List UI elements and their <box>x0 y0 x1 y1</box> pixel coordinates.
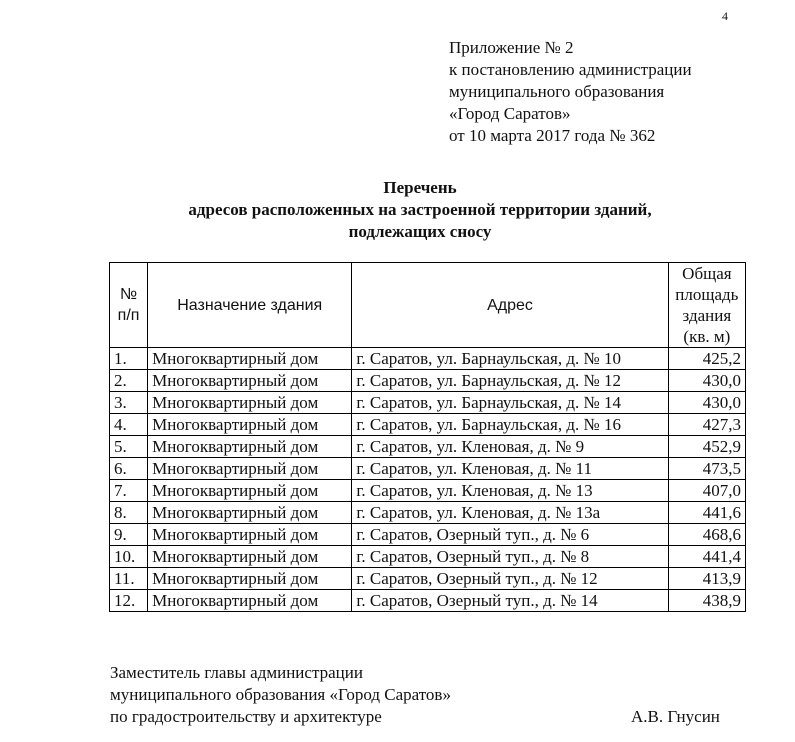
cell-area: 452,9 <box>668 436 745 458</box>
cell-purpose: Многоквартирный дом <box>148 458 352 480</box>
signature-line: муниципального образования «Город Саратов» <box>110 685 451 704</box>
table-header-row <box>110 263 746 348</box>
signature-line: Заместитель главы администрации <box>110 663 363 682</box>
cell-address: г. Саратов, Озерный туп., д. № 6 <box>352 524 668 546</box>
cell-number: 12. <box>110 590 148 612</box>
appendix-header <box>449 37 692 147</box>
cell-purpose: Многоквартирный дом <box>148 568 352 590</box>
appendix-line: к постановлению администрации <box>449 60 692 79</box>
title-line: подлежащих сносу <box>348 222 492 241</box>
cell-purpose: Многоквартирный дом <box>148 414 352 436</box>
table-body <box>110 348 746 612</box>
table-row <box>110 348 746 370</box>
table-row <box>110 502 746 524</box>
table-row <box>110 524 746 546</box>
table-row <box>110 392 746 414</box>
cell-address: г. Саратов, Озерный туп., д. № 14 <box>352 590 668 612</box>
cell-area: 430,0 <box>668 392 745 414</box>
cell-purpose: Многоквартирный дом <box>148 480 352 502</box>
appendix-line: муниципального образования <box>449 82 665 101</box>
header-number-pp: п/п <box>117 307 140 324</box>
cell-area: 407,0 <box>668 480 745 502</box>
cell-purpose: Многоквартирный дом <box>148 524 352 546</box>
cell-purpose: Многоквартирный дом <box>148 392 352 414</box>
appendix-line: «Город Саратов» <box>449 104 571 123</box>
cell-purpose: Многоквартирный дом <box>148 436 352 458</box>
title-line: адресов расположенных на застроенной территории зданий, <box>188 200 652 219</box>
cell-area: 473,5 <box>668 458 745 480</box>
cell-address: г. Саратов, ул. Барнаульская, д. № 14 <box>352 392 668 414</box>
cell-number: 3. <box>110 392 148 414</box>
cell-number: 2. <box>110 370 148 392</box>
title-line: Перечень <box>383 178 457 197</box>
table-row <box>110 546 746 568</box>
cell-address: г. Саратов, ул. Барнаульская, д. № 16 <box>352 414 668 436</box>
cell-number: 6. <box>110 458 148 480</box>
cell-purpose: Многоквартирный дом <box>148 502 352 524</box>
cell-area: 441,6 <box>668 502 745 524</box>
cell-number: 7. <box>110 480 148 502</box>
cell-address: г. Саратов, ул. Кленовая, д. № 9 <box>352 436 668 458</box>
header-number-symbol: № <box>119 286 138 303</box>
cell-purpose: Многоквартирный дом <box>148 590 352 612</box>
cell-number: 9. <box>110 524 148 546</box>
document-title <box>110 177 730 243</box>
table-row <box>110 414 746 436</box>
cell-area: 441,4 <box>668 546 745 568</box>
cell-area: 427,3 <box>668 414 745 436</box>
cell-number: 4. <box>110 414 148 436</box>
cell-purpose: Многоквартирный дом <box>148 348 352 370</box>
table-row <box>110 568 746 590</box>
cell-number: 8. <box>110 502 148 524</box>
signature-line: по градостроительству и архитектуре <box>110 707 382 726</box>
cell-number: 10. <box>110 546 148 568</box>
cell-address: г. Саратов, ул. Кленовая, д. № 13 <box>352 480 668 502</box>
cell-purpose: Многоквартирный дом <box>148 546 352 568</box>
cell-area: 438,9 <box>668 590 745 612</box>
signer-name: А.В. Гнусин <box>631 707 720 726</box>
buildings-table <box>109 262 746 612</box>
cell-area: 425,2 <box>668 348 745 370</box>
cell-purpose: Многоквартирный дом <box>148 370 352 392</box>
table-row <box>110 590 746 612</box>
cell-address: г. Саратов, ул. Кленовая, д. № 11 <box>352 458 668 480</box>
cell-address: г. Саратов, Озерный туп., д. № 12 <box>352 568 668 590</box>
cell-area: 413,9 <box>668 568 745 590</box>
header-number <box>110 263 148 348</box>
signature-block <box>110 662 451 728</box>
table-row <box>110 370 746 392</box>
cell-address: г. Саратов, ул. Барнаульская, д. № 10 <box>352 348 668 370</box>
header-purpose: Назначение здания <box>148 263 352 348</box>
table-row <box>110 458 746 480</box>
table-row <box>110 480 746 502</box>
appendix-line: Приложение № 2 <box>449 38 574 57</box>
cell-area: 468,6 <box>668 524 745 546</box>
cell-number: 11. <box>110 568 148 590</box>
appendix-line: от 10 марта 2017 года № 362 <box>449 126 656 145</box>
header-area: Общая площадь здания (кв. м) <box>668 263 745 348</box>
cell-number: 1. <box>110 348 148 370</box>
header-address: Адрес <box>352 263 668 348</box>
cell-address: г. Саратов, ул. Кленовая, д. № 13а <box>352 502 668 524</box>
table-row <box>110 436 746 458</box>
cell-area: 430,0 <box>668 370 745 392</box>
cell-number: 5. <box>110 436 148 458</box>
page-number: 4 <box>722 9 728 23</box>
cell-address: г. Саратов, Озерный туп., д. № 8 <box>352 546 668 568</box>
cell-address: г. Саратов, ул. Барнаульская, д. № 12 <box>352 370 668 392</box>
